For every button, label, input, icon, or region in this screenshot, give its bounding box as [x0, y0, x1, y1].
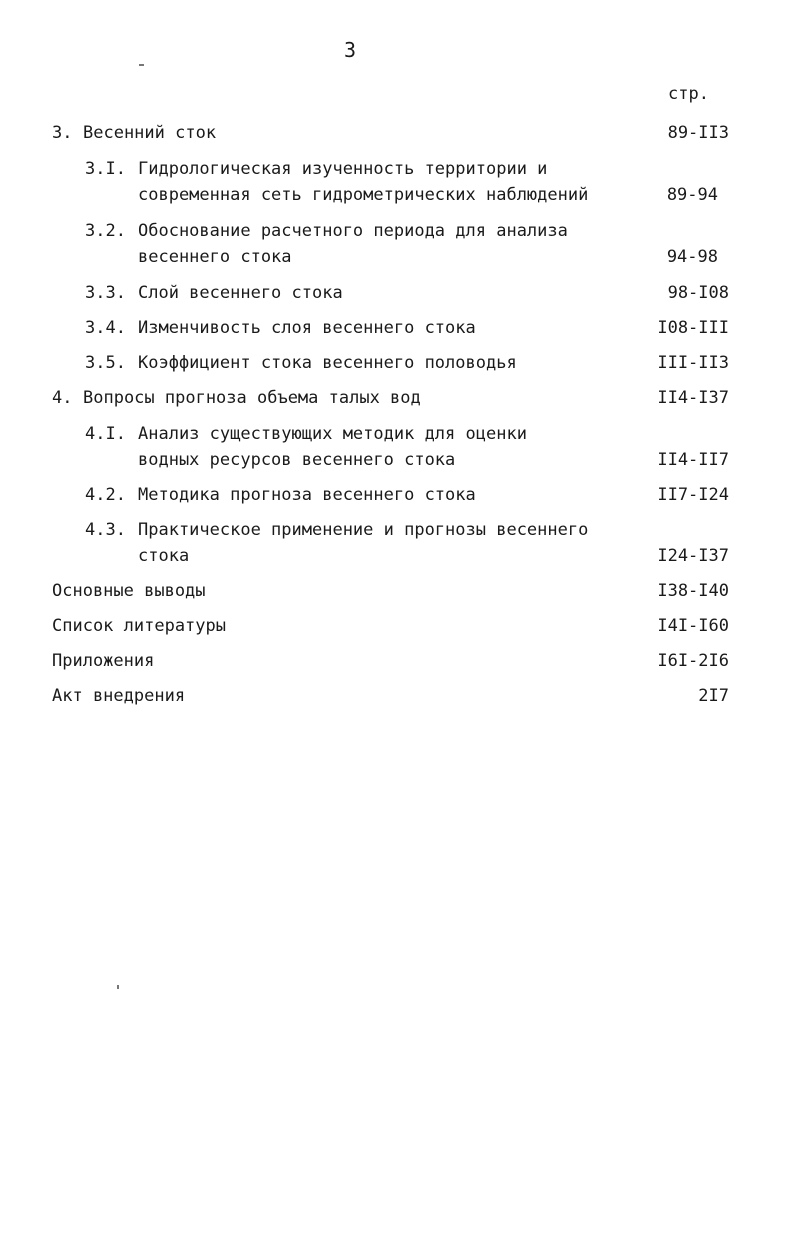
toc-entry-number: 4.3.: [85, 520, 126, 540]
toc-entry-number: 3.2.: [85, 221, 126, 241]
toc-entry-number: 4.: [52, 388, 73, 408]
toc-entry-title: Вопросы прогноза объема талых вод: [83, 388, 421, 408]
toc-entry-title: Акт внедрения: [52, 686, 186, 706]
toc-entry-title: Основные выводы: [52, 581, 206, 601]
toc-entry-pages: I38-I40: [657, 581, 729, 601]
toc-entry-pages: II7-I24: [657, 485, 729, 505]
scan-speck: [117, 985, 119, 989]
toc-entry-title-continued: водных ресурсов весеннего стока: [138, 450, 456, 470]
toc-entry-number: 3.5.: [85, 353, 126, 373]
page-number: 3: [343, 38, 357, 62]
toc-entry-title: Весенний сток: [83, 123, 217, 143]
toc-entry-pages: I08-III: [657, 318, 729, 338]
pages-column-header: стр.: [668, 84, 709, 104]
toc-entry-pages: III-II3: [657, 353, 729, 373]
toc-entry-title: Приложения: [52, 651, 155, 671]
toc-entry-title: Анализ существующих методик для оценки: [138, 424, 527, 444]
toc-entry-title: Изменчивость слоя весеннего стока: [138, 318, 476, 338]
toc-entry-title: Гидрологическая изученность территории и: [138, 159, 548, 179]
toc-entry-title-continued: стока: [138, 546, 190, 566]
scan-speck: [139, 64, 144, 66]
toc-entry-title: Список литературы: [52, 616, 226, 636]
toc-entry-pages: 2I7: [698, 686, 729, 706]
toc-entry-pages: 94-98: [666, 247, 718, 267]
toc-entry-title: Слой весеннего стока: [138, 283, 343, 303]
toc-entry-pages: I24-I37: [657, 546, 729, 566]
toc-entry-pages: 98-I08: [667, 283, 729, 303]
toc-entry-title-continued: современная сеть гидрометрических наблюдений: [138, 185, 589, 205]
toc-entry-pages: 89-94: [666, 185, 718, 205]
toc-entry-number: 3.3.: [85, 283, 126, 303]
toc-entry-pages: 89-II3: [667, 123, 729, 143]
toc-entry-number: 4.I.: [85, 424, 126, 444]
toc-entry-title-continued: весеннего стока: [138, 247, 292, 267]
toc-entry-number: 4.2.: [85, 485, 126, 505]
toc-entry-pages: I6I-2I6: [657, 651, 729, 671]
toc-entry-pages: II4-II7: [657, 450, 729, 470]
toc-entry-number: 3.I.: [85, 159, 126, 179]
toc-entry-title: Обоснование расчетного периода для анализа: [138, 221, 568, 241]
toc-entry-title: Практическое применение и прогнозы весеннего: [138, 520, 589, 540]
toc-entry-number: 3.: [52, 123, 73, 143]
toc-entry-number: 3.4.: [85, 318, 126, 338]
toc-entry-title: Коэффициент стока весеннего половодья: [138, 353, 517, 373]
toc-entry-pages: I4I-I60: [657, 616, 729, 636]
toc-entry-pages: II4-I37: [657, 388, 729, 408]
toc-entry-title: Методика прогноза весеннего стока: [138, 485, 476, 505]
